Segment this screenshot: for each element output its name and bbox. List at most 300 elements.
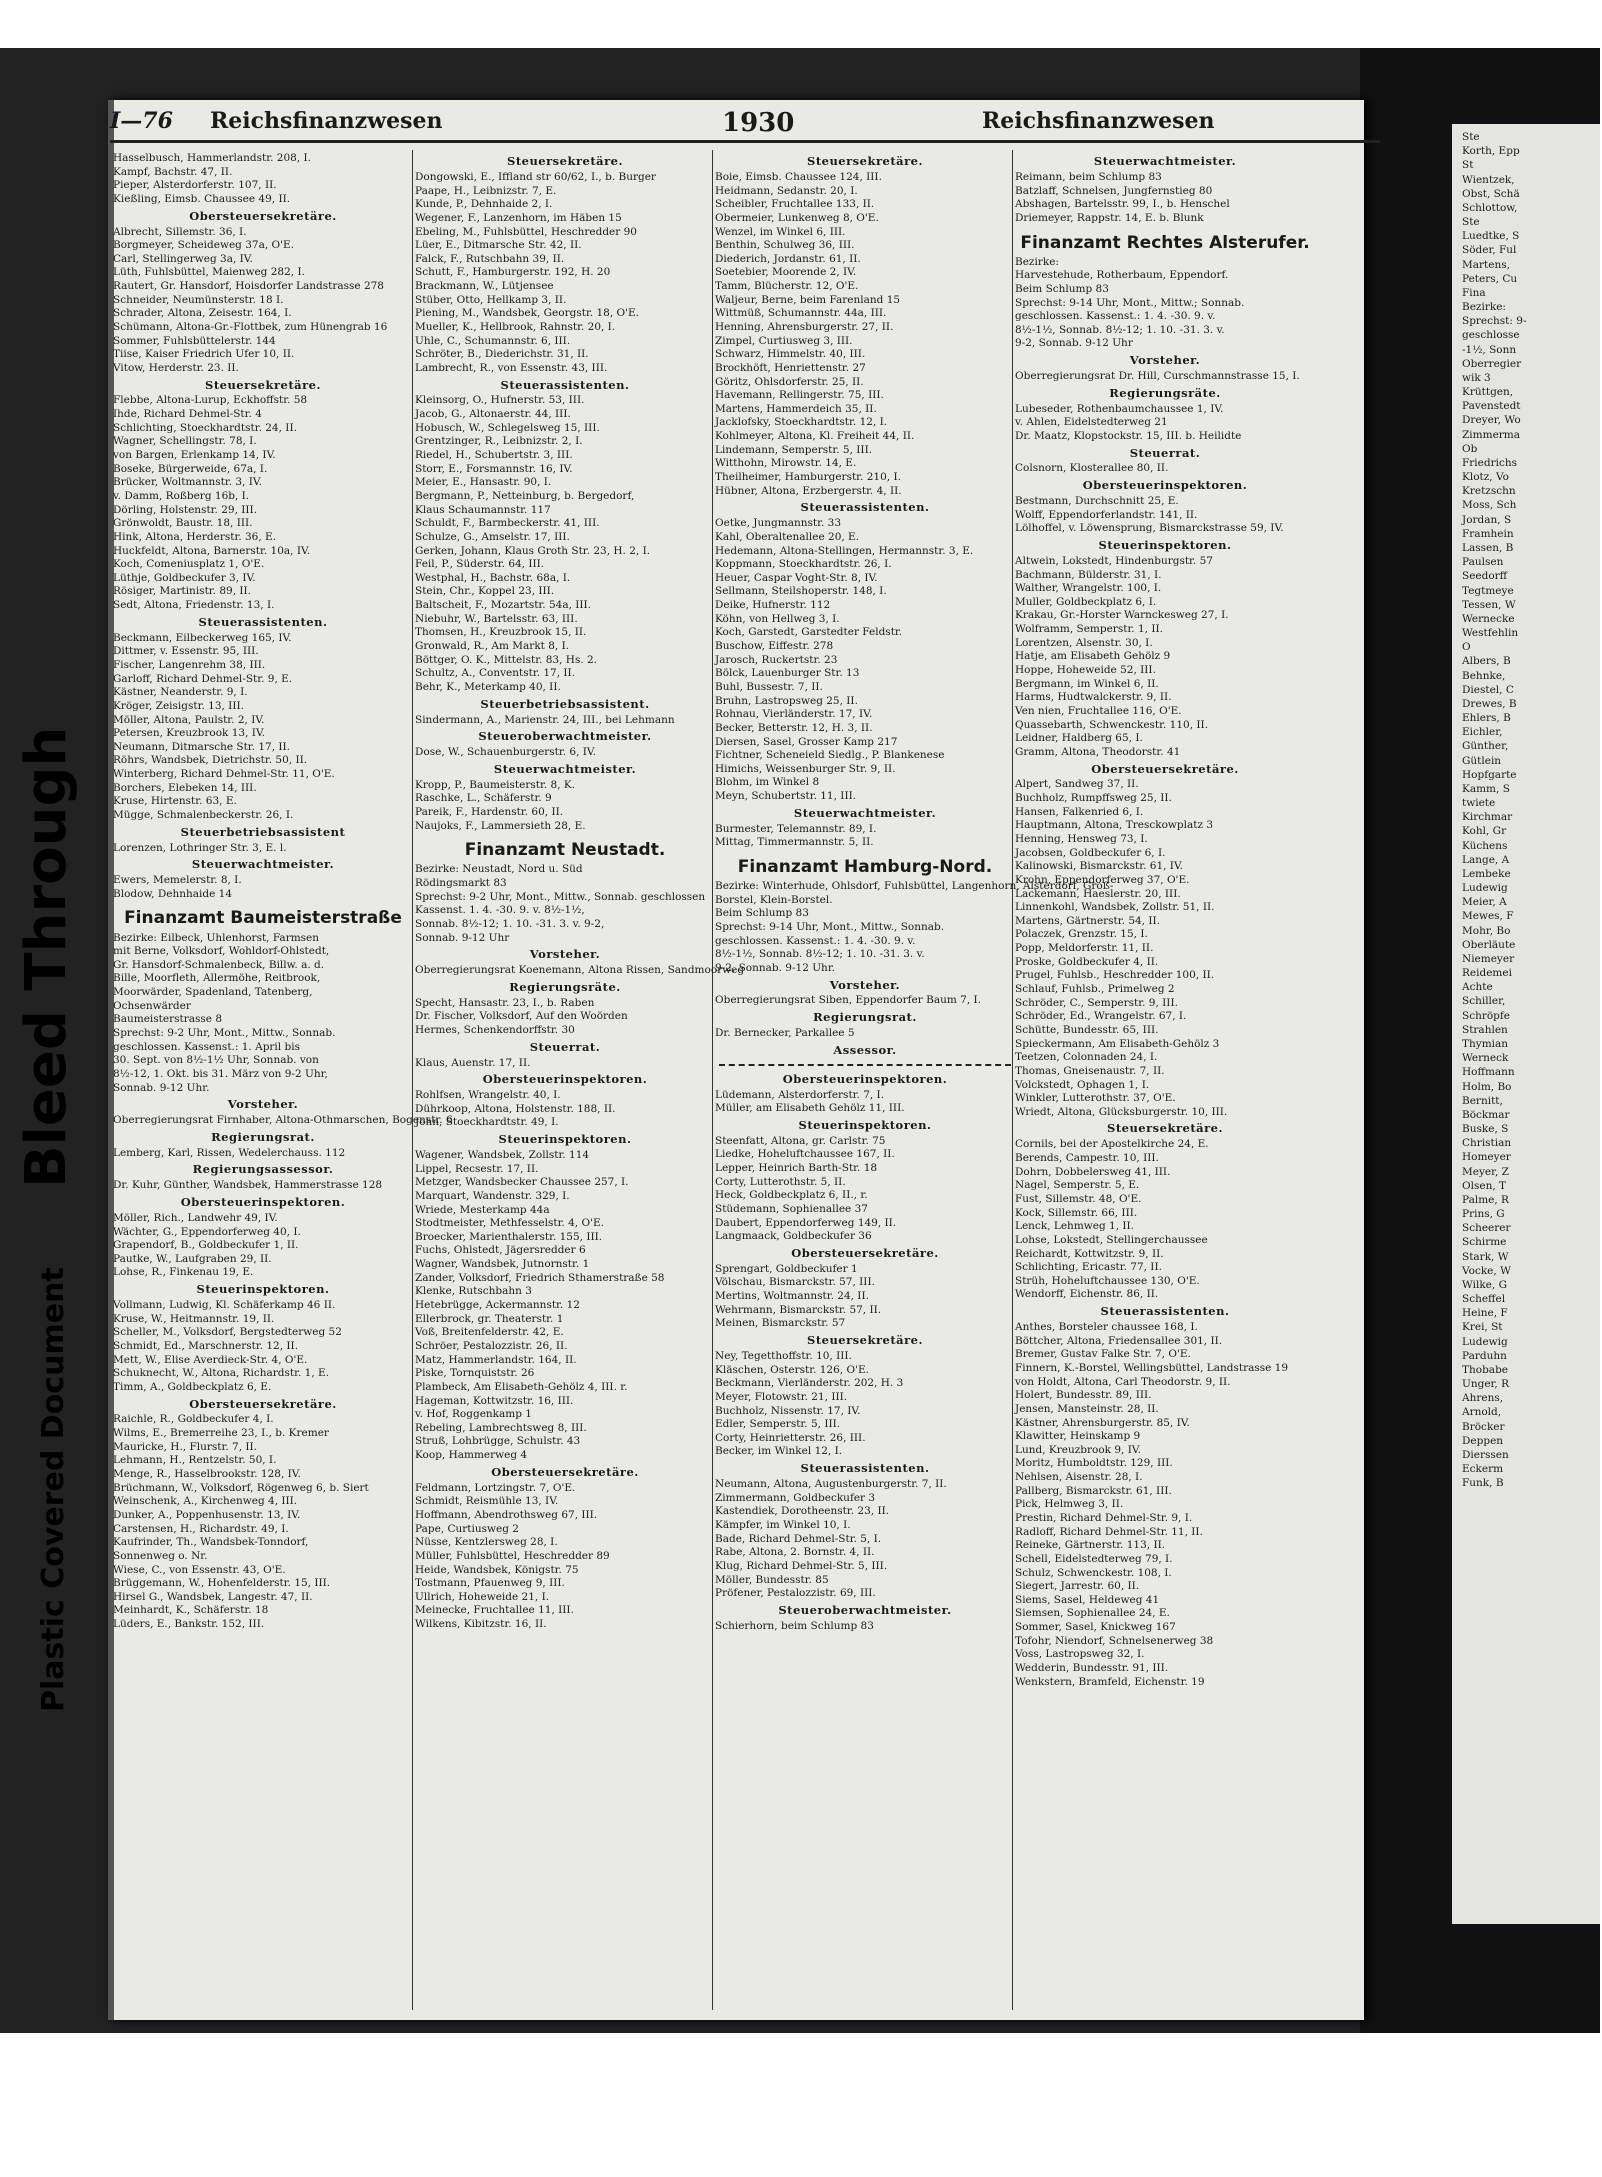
facing-page-line: Jordan, S bbox=[1462, 513, 1512, 526]
directory-entry: geschlossen. Kassenst.: 1. 4. -30. 9. v. bbox=[715, 934, 916, 947]
section-heading: Vorsteher. bbox=[227, 1097, 299, 1112]
facing-page-line: Niemeyer bbox=[1462, 952, 1515, 965]
facing-page-line: Mewes, F bbox=[1462, 910, 1514, 923]
directory-entry: Hobusch, W., Schlegelsweg 15, III. bbox=[415, 421, 600, 434]
directory-entry: Martens, Gärtnerstr. 54, II. bbox=[1015, 914, 1160, 927]
directory-entry: Martens, Hammerdeich 35, II. bbox=[715, 402, 877, 415]
directory-entry: Sprechst: 9-2 Uhr, Mont., Mittw., Sonnab. geschlossen bbox=[415, 890, 706, 903]
directory-entry: Uhle, C., Schumannstr. 6, III. bbox=[415, 334, 571, 347]
directory-entry: Oberregierungsrat Siben, Eppendorfer Baum 7, I. bbox=[715, 994, 981, 1007]
directory-entry: Hedemann, Altona-Stellingen, Hermannstr. 3, E. bbox=[715, 544, 974, 557]
facing-page-line: wik 3 bbox=[1462, 371, 1491, 384]
directory-entry: Wegener, F., Lanzenhorn, im Häben 15 bbox=[415, 211, 622, 224]
directory-entry: Wenzel, im Winkel 6, III. bbox=[715, 225, 846, 238]
facing-page-line: Klotz, Vo bbox=[1462, 471, 1509, 484]
facing-page-line: Thobabe bbox=[1462, 1363, 1509, 1376]
facing-page-line: Oberregier bbox=[1462, 357, 1522, 370]
directory-entry: Sprechst: 9-14 Uhr, Mont., Mittw.; Sonnab. bbox=[1015, 296, 1245, 309]
directory-entry: Buschow, Eiffestr. 278 bbox=[715, 640, 834, 653]
directory-entry: Sonnab. 8½-12; 1. 10. -31. 3. v. 9-2, bbox=[415, 917, 605, 930]
directory-entry: Gr. Hansdorf-Schmalenbeck, Billw. a. d. bbox=[113, 958, 325, 971]
facing-page-line: Olsen, T bbox=[1462, 1179, 1507, 1192]
directory-entry: Dörling, Holstenstr. 29, III. bbox=[113, 503, 258, 516]
directory-entry: Radloff, Richard Dehmel-Str. 11, II. bbox=[1015, 1525, 1203, 1538]
directory-entry: Heidmann, Sedanstr. 20, I. bbox=[715, 184, 858, 197]
directory-entry: Wilkens, Kibitzstr. 16, II. bbox=[415, 1618, 547, 1631]
facing-page-line: Krei, St bbox=[1462, 1321, 1503, 1334]
directory-entry: Reichardt, Kottwitzstr. 9, II. bbox=[1015, 1247, 1164, 1260]
facing-page-line: Thymian bbox=[1462, 1038, 1509, 1050]
directory-entry: Hoppe, Hoheweide 52, III. bbox=[1015, 664, 1156, 677]
directory-entry: Lüders, E., Bankstr. 152, III. bbox=[113, 1618, 265, 1631]
facing-page-line: Obst, Schä bbox=[1462, 187, 1520, 200]
directory-entry: Klenke, Rutschbahn 3 bbox=[415, 1285, 532, 1298]
directory-entry: Stüdemann, Sophienallee 37 bbox=[715, 1202, 868, 1215]
directory-entry: Wolframm, Semperstr. 1, II. bbox=[1015, 623, 1163, 636]
directory-entry: Dr. Fischer, Volksdorf, Auf den Woörden bbox=[415, 1010, 628, 1023]
section-heading: Steuerrat. bbox=[1129, 445, 1201, 460]
facing-page-line: Werneck bbox=[1462, 1052, 1509, 1065]
directory-entry: Piening, M., Wandsbek, Georgstr. 18, O'E. bbox=[415, 307, 640, 320]
directory-entry: Lemberg, Karl, Rissen, Wedelerchauss. 112 bbox=[113, 1146, 346, 1159]
directory-entry: Möller, Rich., Landwehr 49, IV. bbox=[113, 1211, 278, 1224]
facing-page-text bbox=[1462, 130, 1602, 1491]
facing-page-line: geschlosse bbox=[1462, 329, 1520, 342]
directory-entry: Gronwald, R., Am Markt 8, I. bbox=[415, 640, 570, 653]
directory-entry: Wiese, C., von Essenstr. 43, O'E. bbox=[113, 1563, 286, 1576]
directory-entry: Bergmann, im Winkel 6, II. bbox=[1015, 677, 1159, 690]
facing-page-line: Tessen, W bbox=[1462, 598, 1516, 611]
directory-entry: Schütte, Bundesstr. 65, III. bbox=[1015, 1023, 1159, 1036]
directory-entry: Lindemann, Semperstr. 5, III. bbox=[715, 443, 873, 456]
directory-entry: Wendorff, Eichenstr. 86, II. bbox=[1015, 1288, 1159, 1301]
directory-entry: Dührkoop, Altona, Holstenstr. 188, II. bbox=[415, 1102, 616, 1115]
directory-entry: Hink, Altona, Herderstr. 36, E. bbox=[113, 530, 277, 543]
year-heading: 1930 bbox=[722, 108, 795, 138]
directory-entry: Wehrmann, Bismarckstr. 57, II. bbox=[715, 1303, 882, 1316]
directory-entry: Langmaack, Goldbeckufer 36 bbox=[715, 1230, 872, 1243]
directory-entry: Wriedt, Altona, Glücksburgerstr. 10, III. bbox=[1015, 1105, 1228, 1118]
directory-entry: Sellmann, Steilshoperstr. 148, I. bbox=[715, 585, 887, 598]
directory-entry: v. Ahlen, Eidelstedterweg 21 bbox=[1015, 416, 1168, 429]
directory-entry: Flebbe, Altona-Lurup, Eckhoffstr. 58 bbox=[113, 394, 308, 407]
directory-entry: Pautke, W., Laufgraben 29, II. bbox=[113, 1252, 272, 1265]
directory-entry: Kohlmeyer, Altona, Kl. Freiheit 44, II. bbox=[715, 430, 915, 443]
directory-entry: Dohrn, Dobbelersweg 41, III. bbox=[1015, 1165, 1171, 1178]
directory-entry: v. Damm, Roßberg 16b, I. bbox=[113, 489, 250, 502]
directory-entry: Proske, Goldbeckufer 4, II. bbox=[1015, 955, 1159, 968]
directory-entry: Sommer, Fuhlsbüttelerstr. 144 bbox=[113, 334, 276, 347]
directory-entry: Albrecht, Sillemstr. 36, I. bbox=[113, 225, 247, 238]
facing-page-line: O bbox=[1462, 641, 1471, 654]
directory-entry: Siegert, Jarrestr. 60, II. bbox=[1015, 1580, 1140, 1593]
directory-entry: Himichs, Weissenburger Str. 9, II. bbox=[715, 762, 896, 775]
directory-entry: 9-2, Sonnab. 9-12 Uhr. bbox=[715, 961, 836, 974]
directory-entry: Kästner, Neanderstr. 9, I. bbox=[113, 686, 248, 699]
directory-entry: Kröger, Zeisigstr. 13, III. bbox=[113, 699, 244, 712]
directory-entry: Krakau, Gr.-Horster Warnckesweg 27, I. bbox=[1015, 609, 1229, 622]
directory-entry: Muller, Goldbeckplatz 6, I. bbox=[1015, 595, 1157, 608]
facing-page-line: Korth, Epp bbox=[1462, 145, 1520, 158]
facing-page-line: Ludewig bbox=[1462, 882, 1508, 895]
section-heading: Obersteuerinspektoren. bbox=[782, 1071, 948, 1086]
section-heading: Steuersekretäre. bbox=[807, 154, 923, 168]
facing-page-line: Luedtke, S bbox=[1462, 230, 1520, 243]
directory-entry: Niebuhr, W., Bartelsstr. 63, III. bbox=[415, 612, 578, 625]
directory-entry: Pareik, F., Hardenstr. 60, II. bbox=[415, 805, 564, 818]
directory-entry: Westphal, H., Bachstr. 68a, I. bbox=[415, 571, 571, 584]
directory-entry: Dose, W., Schauenburgerstr. 6, IV. bbox=[415, 746, 597, 759]
directory-entry: Meinecke, Fruchtallee 11, III. bbox=[415, 1604, 574, 1617]
facing-page-line: Gütlein bbox=[1462, 754, 1502, 767]
facing-page-line: Pavenstedt bbox=[1462, 400, 1521, 413]
directory-entry: Schierhorn, beim Schlump 83 bbox=[715, 1619, 874, 1632]
directory-entry: mit Berne, Volksdorf, Wohldorf-Ohlstedt, bbox=[113, 945, 330, 958]
office-heading: Finanzamt Neustadt. bbox=[464, 840, 666, 861]
facing-page-line: Günther, bbox=[1462, 740, 1509, 753]
facing-page-line: Westfehlin bbox=[1462, 627, 1519, 640]
directory-entry: Schuknecht, W., Altona, Richardstr. 1, E. bbox=[113, 1367, 330, 1380]
directory-entry: Rödingsmarkt 83 bbox=[415, 876, 507, 889]
facing-page-line: twiete bbox=[1462, 797, 1496, 810]
directory-entry: Jarosch, Ruckertstr. 23 bbox=[715, 653, 838, 666]
directory-entry: Hetebrügge, Ackermannstr. 12 bbox=[415, 1299, 580, 1312]
directory-entry: Waljeur, Berne, beim Farenland 15 bbox=[715, 293, 901, 306]
facing-page-line: Homeyer bbox=[1462, 1151, 1511, 1164]
facing-page-line: Hoffmann bbox=[1462, 1066, 1515, 1079]
directory-entry: Corty, Lutterothstr. 5, II. bbox=[715, 1175, 846, 1188]
section-heading: Obersteuerinspektoren. bbox=[180, 1194, 346, 1209]
facing-page-line: Küchens bbox=[1462, 839, 1508, 852]
directory-entry: Baumeisterstrasse 8 bbox=[113, 1013, 223, 1026]
facing-page-line: Diestel, C bbox=[1462, 683, 1514, 696]
directory-entry: Kruse, W., Heitmannstr. 19, II. bbox=[113, 1312, 275, 1325]
directory-entry: Bruhn, Lastropsweg 25, II. bbox=[715, 694, 858, 707]
directory-entry: Cornils, bei der Apostelkirche 24, E. bbox=[1015, 1138, 1209, 1151]
section-heading: Regierungsräte. bbox=[509, 979, 621, 994]
directory-entry: Grentzinger, R., Leibnizstr. 2, I. bbox=[415, 435, 583, 448]
facing-page-line: Kamm, S bbox=[1462, 782, 1510, 795]
directory-entry: Sprengart, Goldbeckufer 1 bbox=[715, 1262, 858, 1275]
facing-page-line: Kretzschn bbox=[1462, 485, 1516, 498]
directory-entry: Prestin, Richard Dehmel-Str. 9, I. bbox=[1015, 1511, 1193, 1524]
section-heading: Steuersekretäre. bbox=[507, 154, 623, 168]
section-heading: Obersteuersekretäre. bbox=[189, 208, 337, 223]
directory-entry: Sedt, Altona, Friedenstr. 13, I. bbox=[113, 599, 275, 612]
section-heading: Obersteuersekretäre. bbox=[189, 1396, 337, 1411]
directory-entry: Kastendiek, Dorotheenstr. 23, II. bbox=[715, 1505, 890, 1518]
directory-entry: 9-2, Sonnab. 9-12 Uhr bbox=[1015, 337, 1133, 350]
directory-entry: Völschau, Bismarckstr. 57, III. bbox=[715, 1276, 875, 1289]
directory-entry: Holert, Bundesstr. 89, III. bbox=[1015, 1389, 1152, 1402]
facing-page-line: Sprechst: 9- bbox=[1462, 315, 1527, 328]
directory-entry: Tamm, Blücherstr. 12, O'E. bbox=[715, 280, 859, 293]
plastic-covered-label: Plastic Covered Document bbox=[36, 1267, 71, 1712]
section-heading: Vorsteher. bbox=[829, 977, 901, 992]
directory-entry: Blodow, Dehnhaide 14 bbox=[113, 887, 233, 900]
directory-entry: Klawitter, Heinskamp 9 bbox=[1015, 1430, 1141, 1443]
directory-entry: Zimmermann, Goldbeckufer 3 bbox=[715, 1491, 876, 1504]
directory-entry: Pieper, Alsterdorferstr. 107, II. bbox=[113, 179, 277, 192]
directory-entry: Grapendorf, B., Goldbeckufer 1, II. bbox=[113, 1239, 299, 1252]
directory-entry: Tostmann, Pfauenweg 9, III. bbox=[415, 1577, 565, 1590]
directory-entry: Dr. Bernecker, Parkallee 5 bbox=[715, 1027, 855, 1040]
directory-entry: Rabe, Altona, 2. Bornstr. 4, II. bbox=[715, 1546, 875, 1559]
facing-page-line: Ste bbox=[1462, 131, 1480, 143]
directory-entry: Schutt, F., Hamburgerstr. 192, H. 20 bbox=[415, 266, 611, 279]
directory-entry: Brackmann, W., Lütjensee bbox=[415, 280, 554, 293]
directory-entry: Bölck, Lauenburger Str. 13 bbox=[715, 667, 860, 680]
directory-entry: Lohse, R., Finkenau 19, E. bbox=[113, 1266, 254, 1279]
directory-entry: Lüth, Fuhlsbüttel, Maienweg 282, I. bbox=[113, 266, 305, 279]
directory-entry: Fuchs, Ohlstedt, Jägersredder 6 bbox=[415, 1244, 586, 1257]
directory-entry: Thomsen, H., Kreuzbrook 15, II. bbox=[415, 626, 587, 639]
directory-entry: Dongowski, E., Iffland str 60/62, I., b. Burger bbox=[415, 170, 656, 183]
directory-entry: Brüchmann, W., Volksdorf, Rögenweg 6, b. Siert bbox=[113, 1481, 369, 1494]
directory-entry: Scheller, M., Volksdorf, Bergstedterweg 52 bbox=[113, 1326, 342, 1339]
directory-entry: Walther, Wrangelstr. 100, I. bbox=[1015, 582, 1162, 595]
directory-entry: Mügge, Schmalenbeckerstr. 26, I. bbox=[113, 809, 294, 821]
directory-entry: Borchers, Elebeken 14, III. bbox=[113, 781, 257, 794]
facing-page-line: Ahrens, bbox=[1462, 1392, 1504, 1405]
header-rule bbox=[110, 140, 1380, 143]
directory-entry: Ven nien, Fruchtallee 116, O'E. bbox=[1015, 704, 1182, 717]
directory-entry: Pallberg, Bismarckstr. 61, III. bbox=[1015, 1484, 1172, 1497]
directory-entry: Carl, Stellingerweg 3a, IV. bbox=[113, 252, 253, 265]
directory-entry: Lund, Kreuzbrook 9, IV. bbox=[1015, 1443, 1141, 1456]
directory-entry: von Bargen, Erlenkamp 14, IV. bbox=[113, 449, 276, 462]
directory-entry: Bezirke: Winterhude, Ohlsdorf, Fuhlsbüttel, Langenhorn, Alsterdorf, Groß- bbox=[715, 880, 1114, 893]
directory-entry: Lorentzen, Alsenstr. 30, I. bbox=[1015, 636, 1153, 649]
directory-entry: Stein, Chr., Koppel 23, III. bbox=[415, 585, 555, 598]
directory-entry: Scheibler, Fruchtallee 133, II. bbox=[715, 198, 875, 211]
directory-entry: Lorenzen, Lothringer Str. 3, E. l. bbox=[113, 841, 287, 854]
directory-entry: Harvestehude, Rotherbaum, Eppendorf. bbox=[1015, 269, 1229, 282]
facing-page-line: Kirchmar bbox=[1462, 811, 1513, 824]
directory-entry: Nagel, Semperstr. 5, E. bbox=[1015, 1179, 1140, 1192]
facing-page-line: Strahlen bbox=[1462, 1023, 1508, 1036]
directory-entry: Brüggemann, W., Hohenfelderstr. 15, III. bbox=[113, 1577, 331, 1590]
directory-entry: Lohse, Lokstedt, Stellingerchaussee bbox=[1015, 1233, 1208, 1246]
facing-page-line: Fina bbox=[1462, 286, 1486, 299]
section-heading: Steueroberwachtmeister. bbox=[478, 729, 652, 744]
directory-entry: Prugel, Fuhlsb., Heschredder 100, II. bbox=[1015, 969, 1215, 982]
directory-entry: Wilms, E., Bremerreihe 23, I., b. Kremer bbox=[113, 1427, 329, 1440]
facing-page-line: Dierssen bbox=[1462, 1448, 1509, 1461]
facing-page-line: Paulsen bbox=[1462, 556, 1504, 569]
directory-entry: Schmidt, Reismühle 13, IV. bbox=[415, 1495, 559, 1508]
directory-entry: Specht, Hansastr. 23, I., b. Raben bbox=[415, 996, 595, 1009]
directory-entry: Dittmer, v. Essenstr. 95, III. bbox=[113, 645, 259, 658]
directory-entry: Ullrich, Hoheweide 21, I. bbox=[415, 1590, 550, 1603]
facing-page-line: Ludewig bbox=[1462, 1335, 1508, 1348]
directory-entry: Rohnau, Vierländerstr. 17, IV. bbox=[715, 708, 873, 721]
facing-page-line: Vocke, W bbox=[1462, 1264, 1511, 1277]
directory-entry: Schell, Eidelstedterweg 79, I. bbox=[1015, 1552, 1173, 1565]
directory-entry: Kießling, Eimsb. Chaussee 49, II. bbox=[113, 192, 291, 205]
directory-entry: Kunde, P., Dehnhaide 2, I. bbox=[415, 198, 553, 211]
section-heading: Steuerbetriebsassistent bbox=[180, 824, 346, 839]
directory-entry: Göritz, Ohlsdorferstr. 25, II. bbox=[715, 375, 864, 388]
directory-entry: Siems, Sasel, Heldeweg 41 bbox=[1015, 1593, 1160, 1606]
directory-entry: Mett, W., Elise Averdieck-Str. 4, O'E. bbox=[113, 1353, 308, 1366]
directory-entry: Rebeling, Lambrechtsweg 8, III. bbox=[415, 1421, 587, 1434]
directory-entry: Struß, Lohbrügge, Schulstr. 43 bbox=[415, 1435, 581, 1448]
directory-entry: Gramm, Altona, Theodorstr. 41 bbox=[1015, 745, 1181, 758]
directory-entry: Reineke, Gärtnerstr. 113, II. bbox=[1015, 1539, 1166, 1552]
directory-entry: Lepper, Heinrich Barth-Str. 18 bbox=[715, 1162, 878, 1175]
directory-entry: geschlossen. Kassenst.: 1. 4. -30. 9. v. bbox=[1015, 310, 1216, 323]
facing-page-line: Deppen bbox=[1462, 1434, 1504, 1447]
directory-entry: Tofohr, Niendorf, Schnelsenerweg 38 bbox=[1015, 1634, 1214, 1647]
facing-page-line: Hopfgarte bbox=[1462, 768, 1517, 781]
directory-entry: Sprechst: 9-14 Uhr, Mont., Mittw., Sonnab. bbox=[715, 920, 945, 933]
directory-entry: Altwein, Lokstedt, Hindenburgstr. 57 bbox=[1015, 554, 1213, 567]
directory-entry: Meinhardt, K., Schäferstr. 18 bbox=[113, 1604, 269, 1617]
directory-entry: Siemsen, Sophienallee 24, E. bbox=[1015, 1607, 1170, 1620]
directory-entry: Becker, im Winkel 12, I. bbox=[715, 1445, 843, 1458]
directory-entry: Kläschen, Osterstr. 126, O'E. bbox=[715, 1363, 869, 1376]
directory-entry: Dunker, A., Poppenhusenstr. 13, IV. bbox=[113, 1508, 301, 1521]
directory-entry: Ochsenwärder bbox=[113, 999, 191, 1012]
directory-entry: Meier, E., Hansastr. 90, I. bbox=[415, 476, 552, 489]
directory-entry: Baltscheit, F., Mozartstr. 54a, III. bbox=[415, 599, 592, 612]
directory-entry: Zander, Volksdorf, Friedrich Sthamerstraße 58 bbox=[415, 1271, 665, 1284]
facing-page-line: Ob bbox=[1462, 442, 1478, 455]
facing-page-line: Böckmar bbox=[1462, 1108, 1510, 1121]
section-heading: Regierungsrat. bbox=[211, 1129, 315, 1144]
directory-entry: Kock, Sillemstr. 66, III. bbox=[1015, 1206, 1138, 1219]
directory-entry: Spieckermann, Am Elisabeth-Gehölz 3 bbox=[1015, 1037, 1220, 1050]
facing-page-line: Mohr, Bo bbox=[1462, 924, 1511, 937]
directory-entry: Bachmann, Bülderstr. 31, I. bbox=[1015, 568, 1162, 581]
directory-entry: Bezirke: bbox=[1015, 255, 1059, 268]
directory-entry: Schlichting, Stoeckhardtstr. 24, II. bbox=[113, 421, 297, 434]
directory-entry: Fichtner, Scheneield Siedlg., P. Blankenese bbox=[715, 749, 945, 762]
facing-page-line: Zimmerma bbox=[1462, 428, 1521, 441]
facing-page-line: Ste bbox=[1462, 216, 1480, 229]
directory-entry: Schröder, C., Semperstr. 9, III. bbox=[1015, 996, 1178, 1009]
directory-entry: Fischer, Langenrehm 38, III. bbox=[113, 658, 266, 671]
section-heading: Regierungsassessor. bbox=[192, 1162, 334, 1177]
section-heading: Steuerassistenten. bbox=[800, 1461, 930, 1476]
directory-entry: von Holdt, Altona, Carl Theodorstr. 9, II. bbox=[1015, 1375, 1231, 1388]
directory-entry: Hirsel G., Wandsbek, Langestr. 47, II. bbox=[113, 1590, 313, 1603]
facing-page-line: Martens, bbox=[1462, 258, 1510, 271]
facing-page-line: Eckerm bbox=[1462, 1463, 1504, 1476]
directory-entry: Lölhoffel, v. Löwensprung, Bismarckstrasse 59, IV. bbox=[1015, 522, 1284, 535]
directory-entry: Fust, Sillemstr. 48, O'E. bbox=[1015, 1192, 1142, 1205]
directory-entry: Ellerbrock, gr. Theaterstr. 1 bbox=[415, 1312, 564, 1325]
facing-page-line: Krüttgen, bbox=[1462, 386, 1514, 399]
section-heading: Steuerassistenten. bbox=[500, 377, 630, 392]
directory-entry: Metzger, Wandsbecker Chaussee 257, I. bbox=[415, 1176, 629, 1189]
directory-entry: Schröer, Pestalozzistr. 26, II. bbox=[415, 1339, 568, 1352]
directory-entry: Koch, Comeniusplatz 1, O'E. bbox=[113, 558, 265, 571]
directory-entry: Batzlaff, Schnelsen, Jungfernstieg 80 bbox=[1015, 184, 1213, 197]
section-heading: Regierungsrat. bbox=[813, 1010, 917, 1025]
directory-entry: Dr. Kuhr, Günther, Wandsbek, Hammerstrasse 128 bbox=[113, 1179, 383, 1192]
directory-entry: Bille, Moorfleth, Allermöhe, Reitbrook, bbox=[113, 972, 321, 985]
directory-entry: Neumann, Ditmarsche Str. 17, II. bbox=[113, 740, 291, 753]
directory-entry: Polaczek, Grenzstr. 15, I. bbox=[1015, 928, 1148, 941]
directory-entry: Schneider, Neumünsterstr. 18 I. bbox=[113, 293, 284, 306]
directory-entry: Burmester, Telemannstr. 89, I. bbox=[715, 822, 877, 835]
directory-entry: Schröder, Ed., Wrangelstr. 67, I. bbox=[1015, 1010, 1187, 1023]
directory-entry: Moritz, Humboldtstr. 129, III. bbox=[1015, 1457, 1173, 1470]
section-heading: Obersteuersekretäre. bbox=[791, 1245, 939, 1260]
facing-page-line: Schröpfe bbox=[1462, 1009, 1510, 1022]
directory-entry: Wriede, Mesterkamp 44a bbox=[415, 1203, 550, 1216]
directory-entry: Brockhöft, Henriettenstr. 27 bbox=[715, 361, 866, 374]
directory-entry: Driemeyer, Rappstr. 14, E. b. Blunk bbox=[1015, 211, 1204, 224]
section-heading: Regierungsräte. bbox=[1109, 385, 1221, 400]
directory-entry: 8½-1½, Sonnab. 8½-12; 1. 10. -31. 3. v. bbox=[715, 948, 925, 961]
directory-entry: Linnenkohl, Wandsbek, Zollstr. 51, II. bbox=[1015, 901, 1215, 914]
directory-entry: Wagner, Schellingstr. 78, I. bbox=[113, 435, 257, 448]
facing-page-line: Wientzek, bbox=[1462, 173, 1515, 186]
section-heading: Steuerassistenten. bbox=[198, 614, 328, 629]
facing-page-line: Bröcker bbox=[1462, 1420, 1505, 1433]
facing-page-line: Schiller, bbox=[1462, 995, 1506, 1008]
directory-entry: Voß, Breitenfelderstr. 42, E. bbox=[415, 1326, 564, 1339]
directory-entry: Beim Schlump 83 bbox=[715, 907, 809, 920]
section-heading: Obersteuersekretäre. bbox=[491, 1464, 639, 1479]
directory-entry: Marquart, Wandenstr. 329, I. bbox=[415, 1189, 570, 1202]
section-heading: Steuerinspektoren. bbox=[196, 1282, 330, 1297]
facing-page-line: Meier, A bbox=[1462, 896, 1507, 909]
directory-entry: Kalinowski, Bismarckstr. 61, IV. bbox=[1015, 860, 1184, 873]
directory-entry: Sprechst: 9-2 Uhr, Mont., Mittw., Sonnab. bbox=[113, 1027, 336, 1040]
facing-page-line: Buske, S bbox=[1462, 1123, 1509, 1136]
directory-entry: Behr, K., Meterkamp 40, II. bbox=[415, 680, 561, 693]
directory-entry: Buchholz, Rumpffsweg 25, II. bbox=[1015, 792, 1172, 805]
directory-entry: Pape, Curtiusweg 2 bbox=[415, 1522, 519, 1535]
section-heading: Steuerassistenten. bbox=[800, 500, 930, 515]
directory-entry: Riedel, H., Schubertstr. 3, III. bbox=[415, 449, 573, 462]
facing-page-line: Seedorff bbox=[1462, 570, 1508, 583]
directory-entry: Sommer, Sasel, Knickweg 167 bbox=[1015, 1621, 1176, 1634]
directory-entry: Lambrecht, R., von Essenstr. 43, III. bbox=[415, 361, 608, 374]
directory-entry: Falck, F., Rutschbahn 39, II. bbox=[415, 252, 565, 265]
facing-page-line: Tegtmeye bbox=[1462, 584, 1514, 597]
directory-entry: Nüsse, Kentzlersweg 28, I. bbox=[415, 1536, 558, 1549]
facing-page-line: Bernitt, bbox=[1462, 1094, 1503, 1107]
directory-entry: Hansen, Falkenried 6, I. bbox=[1015, 805, 1144, 818]
directory-entry: Dr. Maatz, Klopstockstr. 15, III. b. Heilidte bbox=[1015, 429, 1242, 442]
section-heading: Steuerwachtmeister. bbox=[493, 761, 637, 776]
directory-entry: Schümann, Altona-Gr.-Flottbek, zum Hünengrab 16 bbox=[113, 320, 388, 333]
directory-entry: Hermes, Schenkendorffstr. 30 bbox=[415, 1023, 575, 1036]
directory-entry: Köhn, von Hellweg 3, I. bbox=[715, 612, 840, 625]
facing-page-line: Behnke, bbox=[1462, 669, 1506, 682]
directory-entry: Kästner, Ahrensburgerstr. 85, IV. bbox=[1015, 1416, 1190, 1429]
directory-entry: Grönwoldt, Baustr. 18, III. bbox=[113, 517, 253, 530]
directory-entry: Sonnenweg o. Nr. bbox=[113, 1549, 208, 1562]
directory-entry: 8½-1½, Sonnab. 8½-12; 1. 10. -31. 3. v. bbox=[1015, 323, 1225, 336]
section-heading: Steuersekretäre. bbox=[807, 1333, 923, 1348]
directory-entry: Paape, H., Leibnizstr. 7, E. bbox=[415, 184, 557, 197]
directory-entry: Ney, Tegetthoffstr. 10, III. bbox=[715, 1349, 852, 1362]
directory-entry: Bezirke: Eilbeck, Uhlenhorst, Farmsen bbox=[113, 931, 320, 944]
directory-entry: Wedderin, Bundesstr. 91, III. bbox=[1015, 1662, 1169, 1675]
directory-entry: Heck, Goldbeckplatz 6, II., r. bbox=[715, 1189, 868, 1202]
facing-page-line: Eichler, bbox=[1462, 726, 1503, 739]
directory-entry: Leidner, Haldberg 65, I. bbox=[1015, 732, 1143, 745]
directory-entry: Kassenst. 1. 4. -30. 9. v. 8½-1½, bbox=[415, 904, 585, 917]
facing-page-line: Funk, B bbox=[1462, 1477, 1504, 1490]
directory-entry: Ihde, Richard Dehmel-Str. 4 bbox=[113, 408, 262, 421]
